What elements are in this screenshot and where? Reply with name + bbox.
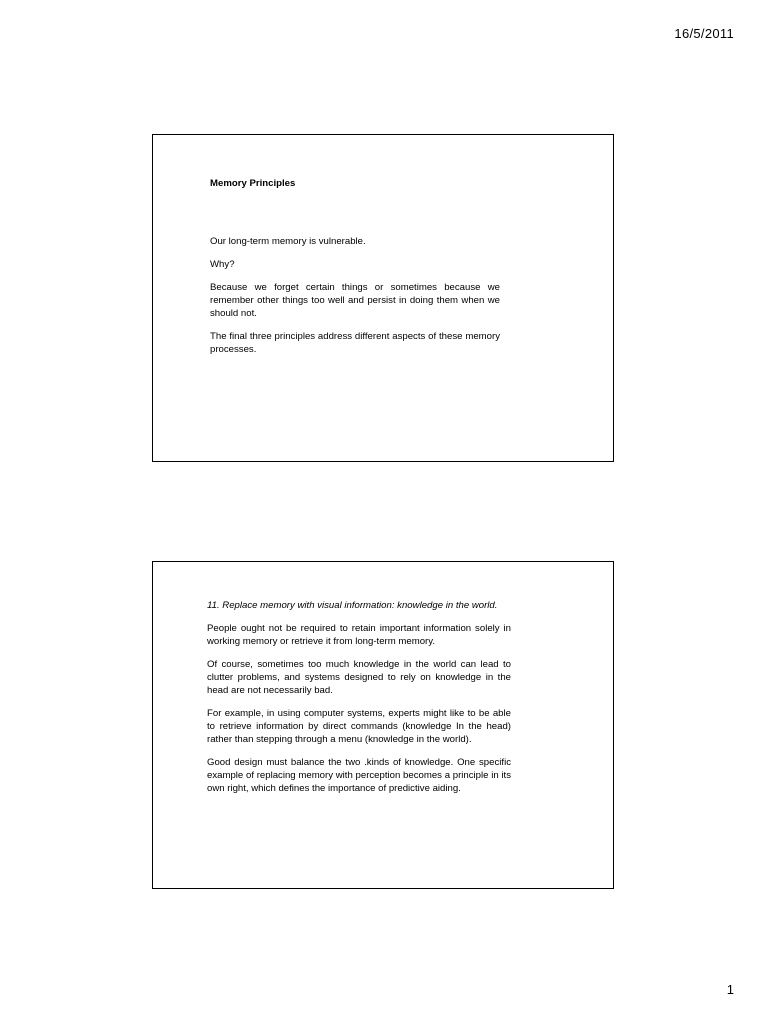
slide-paragraph: Of course, sometimes too much knowledge in the world can lead to clutter problems, and systems designed to rely on knowledge in the head are not necessarily bad. xyxy=(207,659,511,696)
page-number: 1 xyxy=(726,982,734,997)
slide-memory-principles xyxy=(152,134,614,462)
slide-paragraph: For example, in using computer systems, experts might like to be able to retrieve information by direct commands (knowledge In the head) rather than stepping through a menu (knowledge in the world). xyxy=(207,708,511,745)
slide-paragraph: Because we forget certain things or sometimes because we remember other things too well and persist in doing them when we should not. xyxy=(210,282,500,319)
slide-replace-memory xyxy=(152,561,614,889)
slide-paragraph: Good design must balance the two .kinds of knowledge. One specific example of replacing memory with perception becomes a principle in its own right, which defines the importance of predictive aiding. xyxy=(207,757,511,794)
slide-paragraph: The final three principles address different aspects of these memory processes. xyxy=(210,331,500,355)
slide-content xyxy=(207,599,511,805)
page-date: 16/5/2011 xyxy=(674,26,734,41)
slide-paragraph: Our long-term memory is vulnerable. xyxy=(210,236,366,247)
slide-content xyxy=(210,177,500,366)
slide-paragraph: Why? xyxy=(210,259,235,270)
slide-paragraph: People ought not be required to retain important information solely in working memory or retrieve it from long-term memory. xyxy=(207,623,511,647)
slide-heading: 11. Replace memory with visual information: knowledge in the world. xyxy=(207,600,498,611)
slide-title: Memory Principles xyxy=(210,178,296,189)
